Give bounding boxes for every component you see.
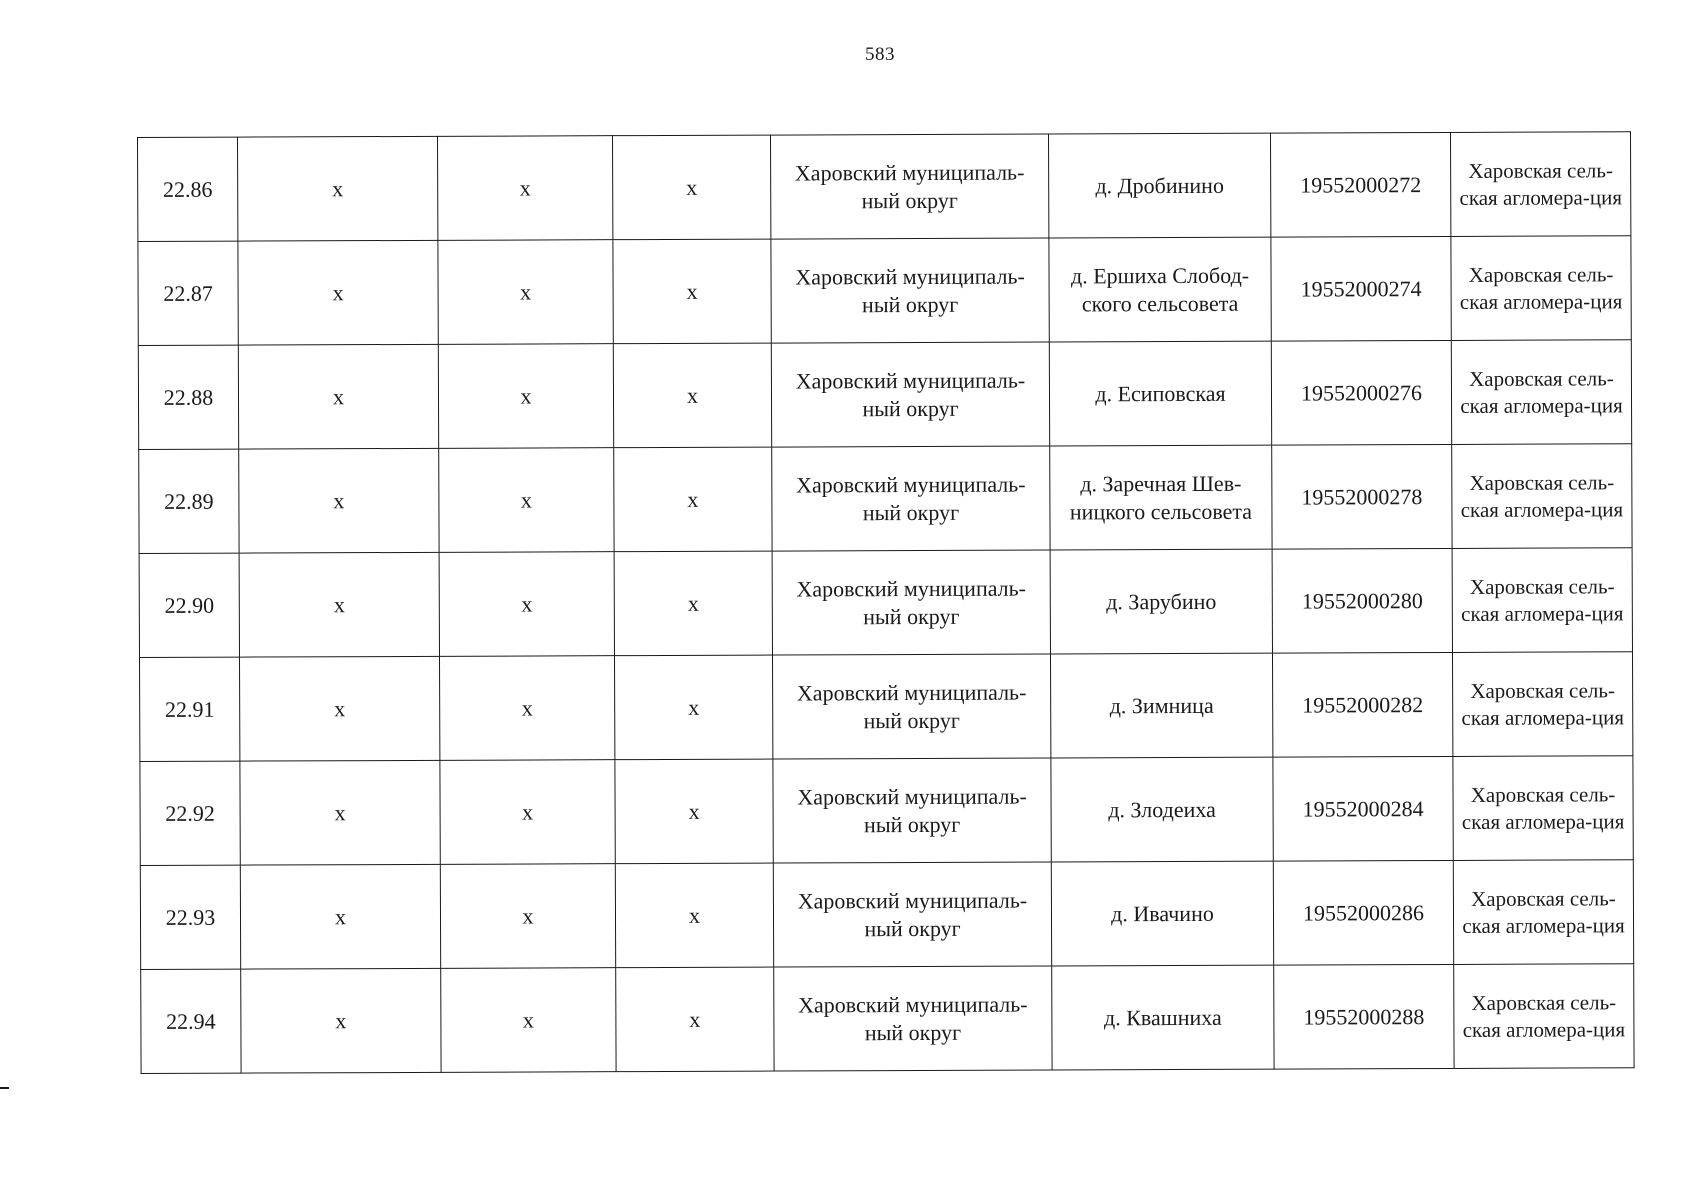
- code-cell: 19552000288: [1274, 964, 1454, 1069]
- agglomeration-cell: Харовская сель-ская агломера-ция: [1454, 964, 1634, 1069]
- code-cell: 19552000278: [1272, 444, 1452, 549]
- row-number: 22.87: [138, 241, 238, 345]
- code-cell: 19552000282: [1272, 652, 1452, 757]
- cell-x: x: [614, 655, 772, 760]
- district-cell: Харовский муниципаль-ный округ: [770, 134, 1048, 239]
- cell-x: x: [239, 448, 439, 553]
- row-number: 22.91: [139, 657, 239, 761]
- cell-x: x: [238, 136, 438, 241]
- district-cell: Харовский муниципаль-ный округ: [774, 966, 1052, 1071]
- page-number: 583: [865, 44, 895, 65]
- table-row: [138, 132, 1631, 242]
- code-cell: 19552000284: [1273, 756, 1453, 861]
- row-number: 22.86: [138, 137, 238, 241]
- row-number: 22.90: [139, 553, 239, 657]
- district-cell: Харовский муниципаль-ный округ: [773, 862, 1051, 967]
- code-cell: 19552000286: [1273, 860, 1453, 965]
- cell-x: x: [439, 552, 614, 657]
- agglomeration-cell: Харовская сель-ская агломера-ция: [1450, 132, 1630, 237]
- table-row: [140, 756, 1633, 866]
- table-row: [141, 964, 1634, 1074]
- cell-x: x: [238, 344, 438, 449]
- cell-x: x: [613, 239, 771, 344]
- agglomeration-cell: Харовская сель-ская агломера-ция: [1452, 652, 1632, 757]
- row-number: 22.94: [141, 969, 241, 1073]
- table-row: [138, 236, 1631, 346]
- cell-x: x: [439, 448, 614, 553]
- code-cell: 19552000272: [1270, 132, 1450, 237]
- settlement-cell: д. Квашниха: [1052, 965, 1274, 1070]
- row-number: 22.89: [139, 449, 239, 553]
- cell-x: x: [238, 240, 438, 345]
- margin-mark: [0, 1087, 9, 1089]
- settlement-cell: д. Есиповская: [1049, 341, 1271, 446]
- code-cell: 19552000276: [1271, 340, 1451, 445]
- agglomeration-cell: Харовская сель-ская агломера-ция: [1453, 756, 1633, 861]
- district-cell: Харовский муниципаль-ный округ: [772, 446, 1050, 551]
- cell-x: x: [239, 656, 439, 761]
- settlements-table: [137, 131, 1635, 1074]
- settlement-cell: д. Зимница: [1050, 653, 1272, 758]
- settlement-cell: д. Зарубино: [1050, 549, 1272, 654]
- row-number: 22.92: [140, 761, 240, 865]
- cell-x: x: [438, 240, 613, 345]
- settlement-cell: д. Злодеиха: [1051, 757, 1273, 862]
- district-cell: Харовский муниципаль-ный округ: [772, 654, 1050, 759]
- cell-x: x: [440, 864, 615, 969]
- table-row: [139, 652, 1632, 762]
- cell-x: x: [439, 656, 614, 761]
- agglomeration-cell: Харовская сель-ская агломера-ция: [1452, 548, 1632, 653]
- table-row: [140, 860, 1633, 970]
- cell-x: x: [438, 344, 613, 449]
- settlement-cell: д. Заречная Шев-ницкого сельсовета: [1050, 445, 1272, 550]
- cell-x: x: [612, 135, 770, 240]
- agglomeration-cell: Харовская сель-ская агломера-ция: [1452, 444, 1632, 549]
- district-cell: Харовский муниципаль-ный округ: [771, 238, 1049, 343]
- table-row: [138, 340, 1631, 450]
- row-number: 22.88: [138, 345, 238, 449]
- row-number: 22.93: [140, 865, 240, 969]
- table-row: [139, 444, 1632, 554]
- cell-x: x: [440, 760, 615, 865]
- code-cell: 19552000274: [1271, 236, 1451, 341]
- cell-x: x: [239, 552, 439, 657]
- settlement-cell: д. Дробинино: [1048, 133, 1270, 238]
- cell-x: x: [615, 759, 773, 864]
- district-cell: Харовский муниципаль-ный округ: [772, 550, 1050, 655]
- district-cell: Харовский муниципаль-ный округ: [773, 758, 1051, 863]
- code-cell: 19552000280: [1272, 548, 1452, 653]
- district-cell: Харовский муниципаль-ный округ: [771, 342, 1049, 447]
- agglomeration-cell: Харовская сель-ская агломера-ция: [1451, 340, 1631, 445]
- cell-x: x: [240, 760, 440, 865]
- table-row: [139, 548, 1632, 658]
- cell-x: x: [240, 864, 440, 969]
- cell-x: x: [241, 968, 441, 1073]
- cell-x: x: [614, 447, 772, 552]
- agglomeration-cell: Харовская сель-ская агломера-ция: [1451, 236, 1631, 341]
- settlement-cell: д. Ивачино: [1051, 861, 1273, 966]
- cell-x: x: [613, 343, 771, 448]
- agglomeration-cell: Харовская сель-ская агломера-ция: [1453, 860, 1633, 965]
- cell-x: x: [615, 863, 773, 968]
- cell-x: x: [441, 968, 616, 1073]
- settlement-cell: д. Ершиха Слобод-ского сельсовета: [1049, 237, 1271, 342]
- cell-x: x: [616, 967, 774, 1072]
- cell-x: x: [614, 551, 772, 656]
- cell-x: x: [437, 136, 612, 241]
